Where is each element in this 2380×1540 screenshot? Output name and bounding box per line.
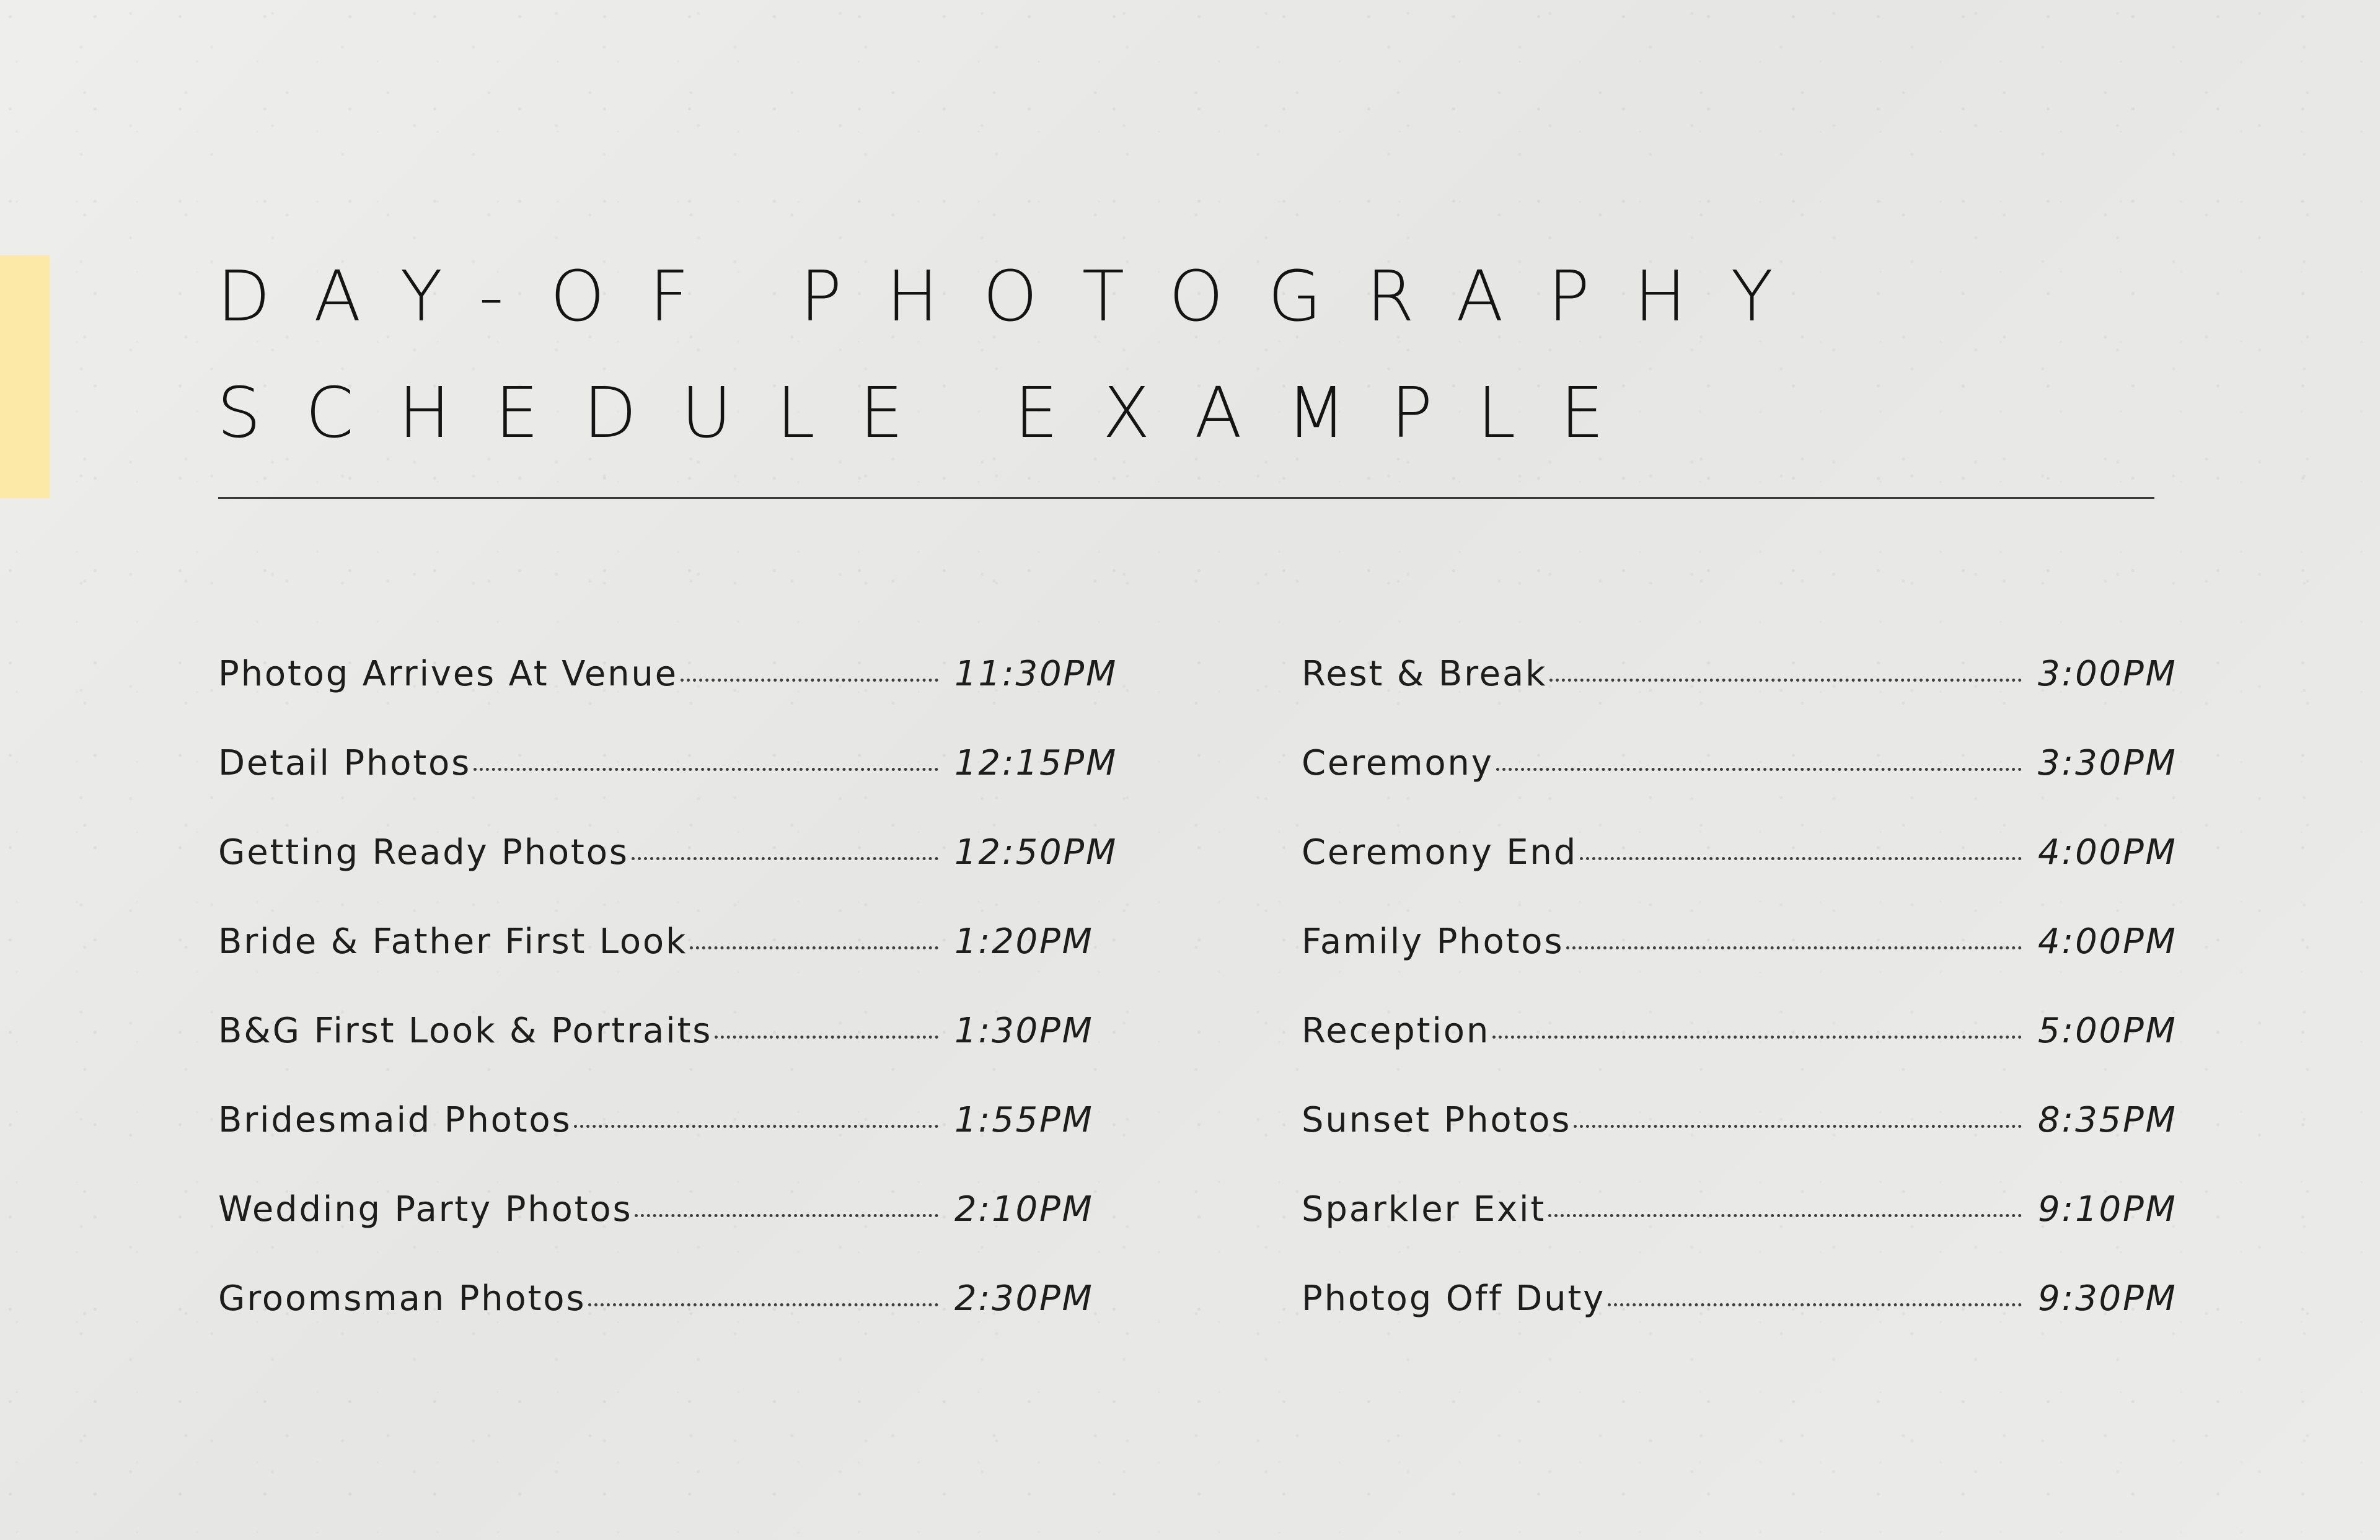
schedule-row	[1302, 1100, 2182, 1189]
dot-leader	[1548, 1214, 2022, 1217]
event-label: Reception	[1302, 1011, 1491, 1051]
dot-leader	[632, 857, 938, 860]
dot-leader	[635, 1214, 938, 1217]
schedule-row	[218, 1189, 1123, 1278]
accent-bar	[0, 255, 50, 498]
event-time: 1:55PM	[954, 1100, 1094, 1140]
schedule-left-column	[218, 654, 1123, 1368]
dot-leader	[681, 679, 938, 682]
event-label: Ceremony	[1302, 743, 1494, 783]
title-line-1: DAY-OF PHOTOGRAPHY	[217, 257, 1818, 337]
dot-leader	[1492, 1036, 2022, 1039]
dot-leader	[715, 1036, 938, 1039]
schedule-row	[1302, 1278, 2182, 1368]
event-time: 5:00PM	[2038, 1011, 2177, 1051]
event-label: Rest & Break	[1302, 654, 1548, 694]
schedule-row	[218, 1011, 1123, 1100]
schedule-row	[218, 654, 1123, 743]
dot-leader	[1580, 857, 2022, 860]
event-time: 2:30PM	[954, 1278, 1094, 1319]
schedule-row	[1302, 1189, 2182, 1278]
schedule-row	[1302, 654, 2182, 743]
event-label: Wedding Party Photos	[218, 1189, 633, 1230]
event-label: Sunset Photos	[1302, 1100, 1572, 1140]
schedule-row	[1302, 832, 2182, 922]
event-label: Bride & Father First Look	[218, 922, 688, 962]
dot-leader	[574, 1125, 938, 1128]
event-label: Family Photos	[1302, 922, 1564, 962]
page-title	[217, 239, 1818, 472]
dot-leader	[690, 946, 938, 949]
event-label: B&G First Look & Portraits	[218, 1011, 713, 1051]
event-time: 12:15PM	[954, 743, 1118, 783]
event-time: 12:50PM	[954, 832, 1118, 873]
event-label: Ceremony End	[1302, 832, 1578, 873]
event-label: Photog Off Duty	[1302, 1278, 1606, 1319]
event-time: 2:10PM	[954, 1189, 1094, 1230]
event-time: 9:30PM	[2038, 1278, 2177, 1319]
event-time: 4:00PM	[2038, 832, 2177, 873]
schedule-row	[218, 922, 1123, 1011]
schedule-right-column	[1302, 654, 2182, 1368]
schedule-row	[1302, 922, 2182, 1011]
event-time: 11:30PM	[954, 654, 1118, 694]
dot-leader	[588, 1303, 938, 1306]
event-time: 1:20PM	[954, 922, 1094, 962]
event-time: 8:35PM	[2038, 1100, 2177, 1140]
dot-leader	[474, 768, 938, 771]
dot-leader	[1608, 1303, 2022, 1306]
dot-leader	[1566, 946, 2022, 949]
event-label: Detail Photos	[218, 743, 472, 783]
event-label: Bridesmaid Photos	[218, 1100, 572, 1140]
event-time: 3:00PM	[2038, 654, 2177, 694]
dot-leader	[1549, 679, 2022, 682]
event-time: 9:10PM	[2038, 1189, 2177, 1230]
event-label: Sparkler Exit	[1302, 1189, 1546, 1230]
event-time: 1:30PM	[954, 1011, 1094, 1051]
schedule-row	[218, 743, 1123, 832]
title-line-2: SCHEDULE EXAMPLE	[217, 373, 1649, 454]
event-label: Groomsman Photos	[218, 1278, 586, 1319]
schedule-row	[1302, 1011, 2182, 1100]
title-divider	[218, 497, 2154, 499]
event-label: Photog Arrives At Venue	[218, 654, 678, 694]
schedule-row	[218, 1278, 1123, 1368]
dot-leader	[1496, 768, 2022, 771]
dot-leader	[1574, 1125, 2022, 1128]
schedule-row	[218, 832, 1123, 922]
event-label: Getting Ready Photos	[218, 832, 629, 873]
schedule-row	[1302, 743, 2182, 832]
schedule-row	[218, 1100, 1123, 1189]
event-time: 3:30PM	[2038, 743, 2177, 783]
event-time: 4:00PM	[2038, 922, 2177, 962]
